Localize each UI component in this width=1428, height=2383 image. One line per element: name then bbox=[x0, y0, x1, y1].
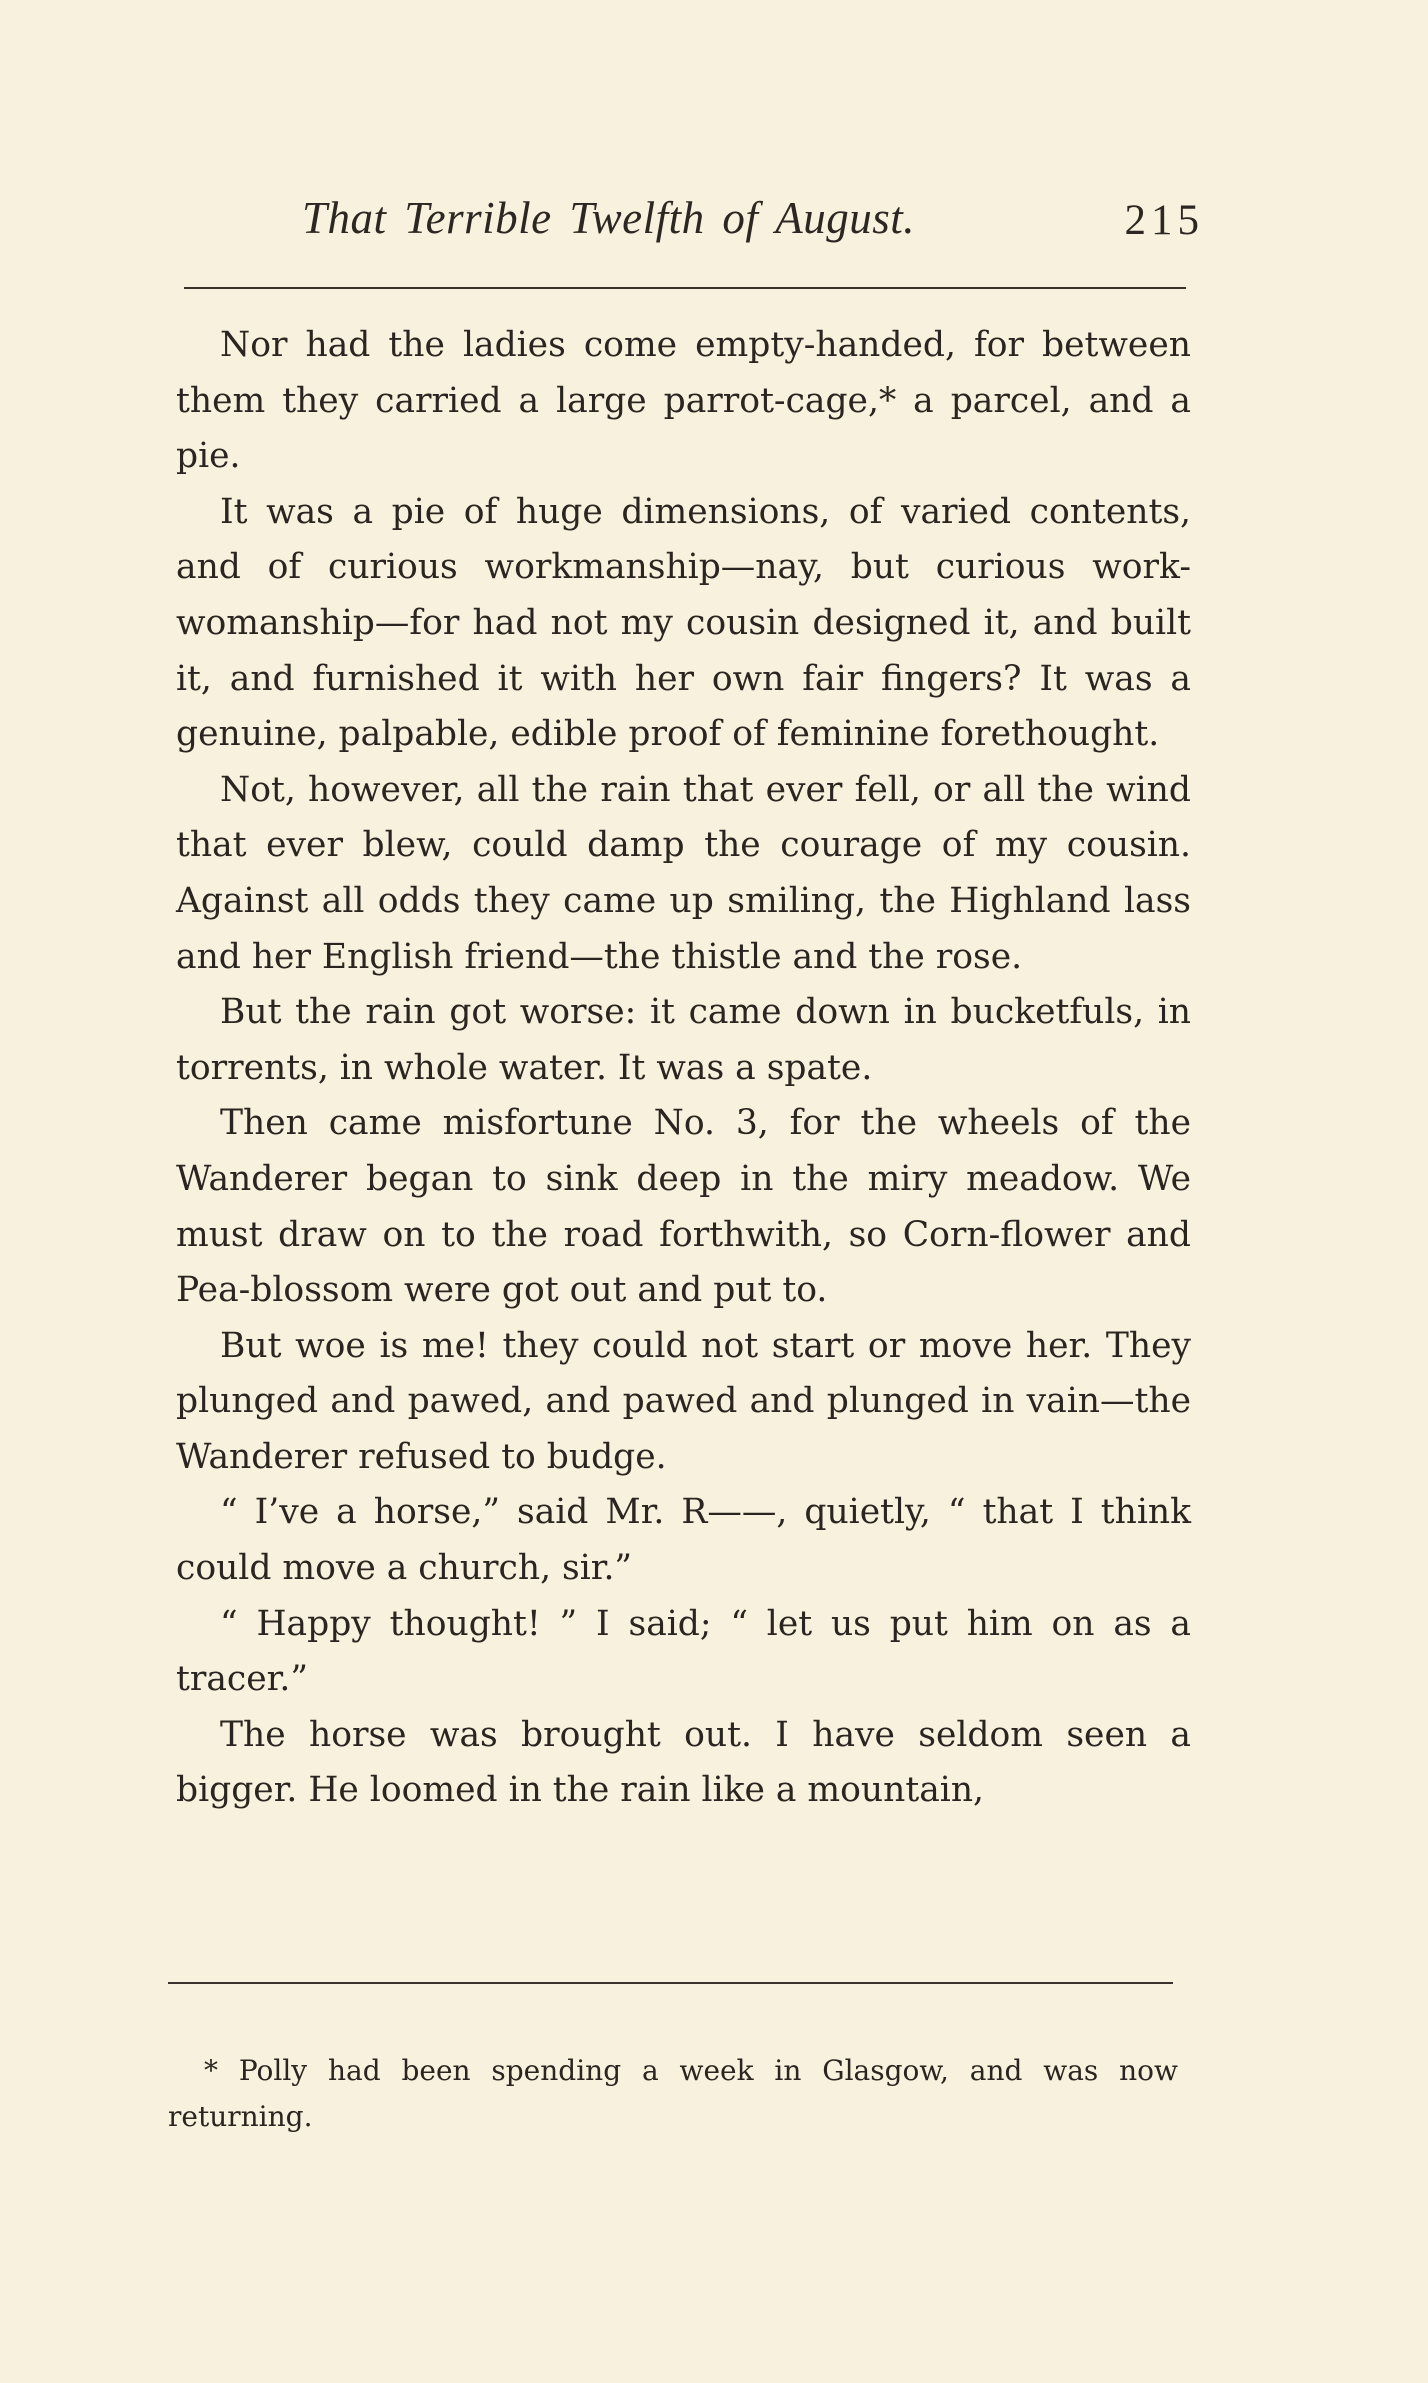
paragraph: It was a pie of huge dimensions, of varied contents, and of curious workmanship—nay, but curious work-womanship—for had not my cousin designed it, and built it, and furnished it with her own fair fingers? It was a genuine, palpable, edible proof of feminine forethought. bbox=[176, 491, 1191, 755]
paragraph: But the rain got worse: it came down in bucketfuls, in torrents, in whole water. It was a spate. bbox=[176, 992, 1191, 1088]
paragraph: “ Happy thought! ” I said; “ let us put him on as a tracer.” bbox=[176, 1603, 1191, 1700]
footnote-rule bbox=[168, 1982, 1173, 1984]
paragraph: Then came misfortune No. 3, for the wheels of the Wanderer began to sink deep in the miry meadow. We must draw on to the road forthwith, so Corn-flower and Pea-blossom were got out and put to. bbox=[176, 1103, 1191, 1311]
page-header bbox=[280, 192, 1210, 272]
paragraph: Nor had the ladies come empty-handed, for between them they carried a large parrot-cage,* a parcel, and a pie. bbox=[176, 325, 1191, 477]
paragraph: But woe is me! they could not start or move her. They plunged and pawed, and pawed and plunged in vain—the Wanderer refused to budge. bbox=[176, 1325, 1191, 1477]
paragraph: The horse was brought out. I have seldom seen a bigger. He loomed in the rain like a mountain, bbox=[176, 1714, 1191, 1811]
header-rule bbox=[184, 287, 1186, 289]
running-title: That Terrible Twelfth of August. bbox=[302, 193, 916, 243]
paragraph: Not, however, all the rain that ever fell, or all the wind that ever blew, could damp the courage of my cousin. Against all odds they came up smiling, the Highland lass and her English friend—the thistle and the rose. bbox=[176, 769, 1191, 977]
paragraph: “ I’ve a horse,” said Mr. R——, quietly, “ that I think could move a church, sir.” bbox=[176, 1492, 1191, 1589]
body-text bbox=[176, 318, 1191, 1819]
footnote: * Polly had been spending a week in Glasgow, and was now returning. bbox=[168, 2054, 1178, 2133]
page-number: 215 bbox=[1124, 197, 1204, 244]
